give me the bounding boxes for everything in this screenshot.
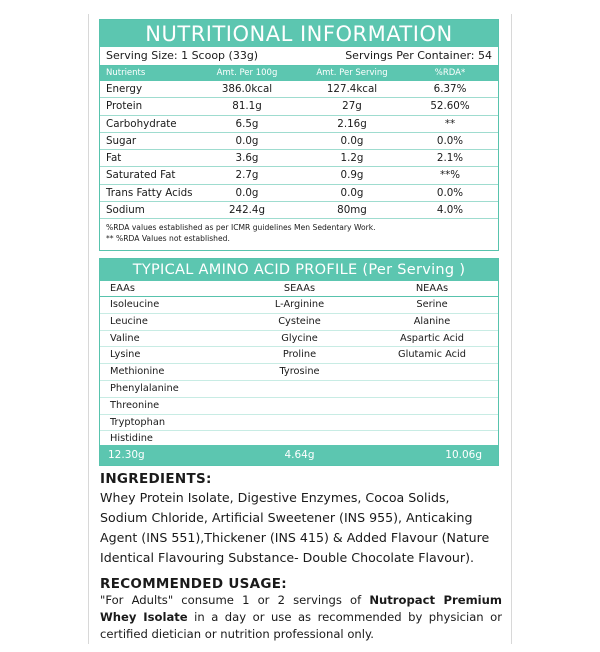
table-row [100,98,498,115]
neaa: Aspartic Acid [400,332,464,344]
table-row [100,415,498,432]
rda-value: 2.1% [436,152,464,165]
seaa: Tyrosine [279,366,320,378]
table-row [100,381,498,398]
rda-note-not-established: ** %RDA Values not established. [106,234,230,244]
header-per-100g: Amt. Per 100g [216,68,278,78]
rda-value: 4.0% [436,204,464,217]
ingredients-text: Whey Protein Isolate, Digestive Enzymes, Cocoa Solids, Sodium Chloride, Artificial Sweetener (INS 955), Anticaking Agent (INS 551),Thickener (INS 415) & Added Flavour (Nature Identical Flavouring Substance- Double Chocolate Flavour). [100,490,490,565]
seaa [233,398,366,414]
eaa-total: 12.30g [108,449,145,461]
eaa: Isoleucine [110,299,160,310]
rda-value: **% [439,169,461,182]
table-row [100,398,498,415]
nutrient-name: Sugar [106,134,137,147]
eaa: Threonine [110,399,160,411]
rda-value: 0.0% [436,134,464,147]
rda-note-icmr: %RDA values established as per ICMR guidelines Men Sedentary Work. [106,223,376,233]
amt-per-serving: 1.2g [340,152,364,165]
seaa [233,381,366,397]
neaa [366,398,498,414]
seaa: L-Arginine [274,299,325,310]
amt-per-serving: 0.9g [340,169,364,182]
serving-info [100,47,498,66]
table-row [100,167,498,184]
neaa-total: 10.06g [445,449,482,461]
amino-acid-table [99,258,499,466]
neaa [366,381,498,397]
amt-per-100g: 3.6g [235,152,259,165]
nutrition-title: NUTRITIONAL INFORMATION [100,20,498,47]
amt-per-serving: 0.0g [340,186,364,199]
eaa: Methionine [110,366,165,378]
amt-per-serving: 0.0g [340,134,364,147]
table-row [100,133,498,150]
serving-size: Serving Size: 1 Scoop (33g) [106,49,259,62]
amt-per-100g: 81.1g [232,100,262,113]
nutrition-header-row [100,66,498,81]
nutrient-name: Carbohydrate [106,117,177,130]
amt-per-serving: 127.4kcal [326,83,378,95]
neaa: Serine [416,299,448,310]
eaa: Valine [110,332,140,344]
table-row [100,81,498,98]
neaa [366,415,498,431]
amino-totals-row [100,445,498,465]
table-row [100,331,498,348]
eaa: Histidine [110,433,153,445]
amt-per-100g: 0.0g [235,134,259,147]
neaa: Alanine [413,315,451,327]
usage-heading: RECOMMENDED USAGE: [100,576,287,592]
usage-text [100,592,502,643]
header-per-serving: Amt. Per Serving [316,68,388,78]
table-row [100,202,498,219]
header-eaas: EAAs [110,283,135,294]
table-row [100,185,498,202]
seaa: Cysteine [278,315,321,327]
nutrient-name: Fat [106,152,122,165]
amt-per-serving: 80mg [337,204,367,217]
amino-header-row [100,281,498,297]
amt-per-serving: 2.16g [337,117,367,130]
table-row [100,314,498,331]
eaa: Leucine [110,315,148,327]
nutrient-name: Sodium [106,204,145,217]
eaa: Tryptophan [110,416,166,428]
nutrition-table [99,19,499,251]
seaa: Glycine [281,332,318,344]
seaa-total: 4.64g [284,449,315,461]
product-name: Nutropact Premium Whey Isolate [100,593,502,624]
table-row [100,150,498,167]
nutrient-name: Saturated Fat [106,169,176,182]
table-row [100,347,498,364]
nutrient-name: Trans Fatty Acids [106,186,193,199]
label-page [88,14,512,650]
header-rda: %RDA* [434,68,466,78]
amt-per-100g: 0.0g [235,186,259,199]
nutrient-name: Protein [106,100,143,113]
rda-value: 0.0% [436,186,464,199]
amino-title: TYPICAL AMINO ACID PROFILE (Per Serving ) [100,259,498,281]
seaa [233,415,366,431]
amt-per-serving: 27g [342,100,362,113]
rda-value: ** [444,117,456,130]
amt-per-100g: 2.7g [235,169,259,182]
eaa: Lysine [110,349,141,361]
rda-value: 6.37% [433,83,467,95]
servings-per-container: Servings Per Container: 54 [345,49,492,62]
usage-text-end: in a day or use as recommended by physician or certified dietician or nutrition professional only. [100,610,502,641]
header-seaas: SEAAs [283,283,316,294]
amt-per-100g: 386.0kcal [221,83,273,95]
rda-value: 52.60% [430,100,470,113]
neaa [366,364,498,380]
amt-per-100g: 6.5g [235,117,259,130]
amt-per-100g: 242.4g [228,204,265,217]
usage-text-start: "For Adults" consume 1 or 2 servings of [100,593,370,607]
nutrient-name: Energy [106,83,143,95]
neaa: Glutamic Acid [398,349,466,361]
table-row [100,116,498,133]
table-row [100,297,498,314]
seaa: Proline [282,349,317,361]
table-row [100,364,498,381]
header-neaas: NEAAs [415,283,449,294]
ingredients-heading: INGREDIENTS: [100,471,212,487]
header-nutrients: Nutrients [106,68,146,78]
rda-footnote [100,219,498,244]
eaa: Phenylalanine [110,382,179,394]
